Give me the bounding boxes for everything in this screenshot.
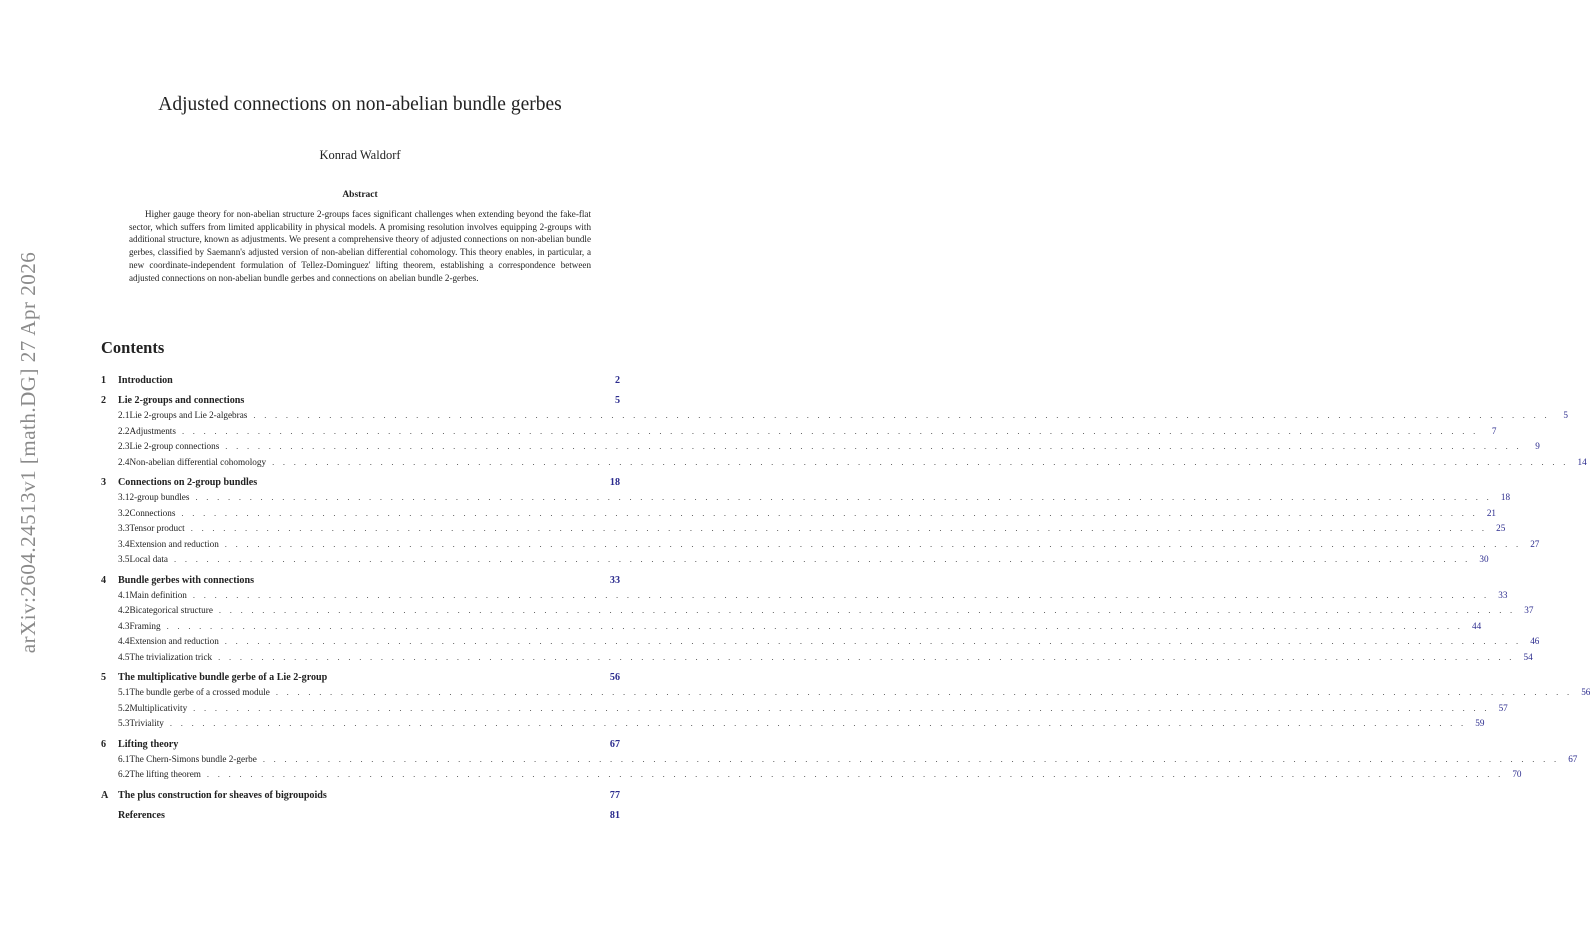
toc-subsection-number: 2.2 — [118, 425, 130, 436]
toc-subsection-number: 4.4 — [118, 636, 130, 647]
toc-subsection-title[interactable]: Bicategorical structure — [129, 605, 213, 616]
toc-subsection-title[interactable]: Extension and reduction — [129, 636, 219, 647]
toc-subsection-page-link[interactable]: 33 — [1498, 589, 1508, 600]
toc-dot-leader: . . . . . . . . . . . . . . . . . . . . . . . . . . . . . . . . . . . . . . . . . . . . . . . . . . . . . . . . . . . . . . . . . . . . . . . . . . . . . . . . . . . . . . . . . . . . . . . . . . . . . . . . . . . . . . . . . . . . . . . . — [192, 589, 1490, 600]
toc-subsection-number: 3.5 — [118, 554, 130, 565]
toc-dot-leader: . . . . . . . . . . . . . . . . . . . . . . . . . . . . . . . . . . . . . . . . . . . . . . . . . . . . . . . . . . . . . . . . . . . . . . . . . . . . . . . . . . . . . . . . . . . . . . . . . . . . . . . . . . . . . . . . . . . . . . . . — [181, 425, 1479, 436]
toc-subsection-number: 3.1 — [118, 492, 130, 503]
toc-section-title[interactable]: Connections on 2-group bundles — [118, 476, 258, 488]
toc-subsection-entry[interactable] — [101, 650, 1533, 666]
toc-subsection-entry[interactable] — [101, 490, 1511, 506]
toc-subsection-number: 2.1 — [118, 410, 130, 421]
toc-subsection-entry[interactable] — [101, 521, 1506, 537]
toc-dot-leader: . . . . . . . . . . . . . . . . . . . . . . . . . . . . . . . . . . . . . . . . . . . . . . . . . . . . . . . . . . . . . . . . . . . . . . . . . . . . . . . . . . . . . . . . . . . . . . . . . . . . . . . . . . . . . . . . . . . . . . . . — [181, 507, 1478, 518]
toc-dot-leader: . . . . . . . . . . . . . . . . . . . . . . . . . . . . . . . . . . . . . . . . . . . . . . . . . . . . . . . . . . . . . . . . . . . . . . . . . . . . . . . . . . . . . . . . . . . . . . . . . . . . . . . . . . . . . . . . . . . . . . . . — [225, 441, 1522, 452]
toc-section-title[interactable]: Lie 2-groups and connections — [118, 394, 245, 406]
toc-subsection-number: 4.1 — [118, 589, 130, 600]
toc-dot-leader: . . . . . . . . . . . . . . . . . . . . . . . . . . . . . . . . . . . . . . . . . . . . . . . . . . . . . . . . . . . . . . . . . . . . . . . . . . . . . . . . . . . . . . . . . . . . . . . . . . . . . . . . . . . . . . . . . . . . . . . . — [253, 410, 1550, 421]
toc-dot-leader: . . . . . . . . . . . . . . . . . . . . . . . . . . . . . . . . . . . . . . . . . . . . . . . . . . . . . . . . . . . . . . . . . . . . . . . . . . . . . . . . . . . . . . . . . . . . . . . . . . . . . . . . . . . . . . . . . . . . . . . . — [193, 702, 1490, 713]
toc-subsection-title[interactable]: Local data — [129, 554, 168, 565]
abstract-text: Higher gauge theory for non-abelian structure 2-groups faces significant challenges when extending beyond the fake-flat sector, which suffers from limited applicability in physical models. A promising resolution involves equipping 2-groups with additional structure, known as adjustments. We present a comprehensive theory of adjusted connections on non-abelian bundle gerbes, classified by Saemann's adjusted version of non-abelian differential cohomology. This theory enables, in particular, a new coordinate-independent formulation of Tellez-Dominguez' lifting theorem, establishing a correspondence between adjusted connections on non-abelian bundle gerbes and connections on abelian bundle 2-gerbes. — [129, 209, 591, 283]
toc-subsection-title[interactable]: Non-abelian differential cohomology — [129, 456, 267, 467]
paper-author: Konrad Waldorf — [319, 148, 401, 162]
toc-subsection-page-link[interactable]: 27 — [1530, 538, 1540, 549]
toc-section-number: 3 — [101, 476, 107, 488]
toc-subsection-number: 4.2 — [118, 605, 130, 616]
toc-subsection-page-link[interactable]: 56 — [1581, 687, 1590, 698]
toc-section-page-link[interactable]: 56 — [609, 672, 620, 684]
toc-subsection-number: 2.4 — [118, 456, 130, 467]
toc-subsection-entry[interactable] — [101, 685, 1590, 701]
toc-dot-leader: . . . . . . . . . . . . . . . . . . . . . . . . . . . . . . . . . . . . . . . . . . . . . . . . . . . . . . . . . . . . . . . . . . . . . . . . . . . . . . . . . . . . . . . . . . . . . . . . . . . . . . . . . . . . . . . . . . . . . . . . — [272, 456, 1569, 467]
toc-subsection-title[interactable]: Triviality — [129, 718, 164, 729]
toc-subsection-title[interactable]: The Chern-Simons bundle 2-gerbe — [129, 753, 257, 764]
toc-dot-leader: . . . . . . . . . . . . . . . . . . . . . . . . . . . . . . . . . . . . . . . . . . . . . . . . . . . . . . . . . . . . . . . . . . . . . . . . . . . . . . . . . . . . . . . . . . . . . . . . . . . . . . . . . . . . . . . . . . . . . . . . — [169, 718, 1467, 729]
toc-subsection-number: 4.3 — [118, 620, 130, 631]
toc-subsection-entry[interactable] — [101, 588, 1508, 604]
toc-subsection-page-link[interactable]: 7 — [1491, 425, 1497, 436]
toc-subsection-entry[interactable] — [101, 634, 1540, 650]
toc-section-number: 5 — [101, 672, 107, 684]
toc-subsection-page-link[interactable]: 25 — [1496, 523, 1506, 534]
toc-subsection-title[interactable]: Tensor product — [129, 523, 185, 534]
toc-subsection-page-link[interactable]: 21 — [1486, 507, 1496, 518]
toc-subsection-title[interactable]: Framing — [129, 620, 161, 631]
toc-subsection-page-link[interactable]: 59 — [1475, 718, 1485, 729]
toc-dot-leader: . . . . . . . . . . . . . . . . . . . . . . . . . . . . . . . . . . . . . . . . . . . . . . . . . . . . . . . . . . . . . . . . . . . . . . . . . . . . . . . . . . . . . . . . . . . . . . . . . . . . . . . . . . . . . . . . . . . . . . . . — [218, 605, 1516, 616]
toc-subsection-title[interactable]: Lie 2-group connections — [129, 441, 220, 452]
toc-dot-leader: . . . . . . . . . . . . . . . . . . . . . . . . . . . . . . . . . . . . . . . . . . . . . . . . . . . . . . . . . . . . . . . . . . . . . . . . . . . . . . . . . . . . . . . . . . . . . . . . . . . . . . . . . . . . . . . . . . . . . . . . — [190, 523, 1488, 534]
toc-section-title[interactable]: The multiplicative bundle gerbe of a Lie 2-group — [118, 672, 328, 684]
table-of-contents — [101, 373, 1590, 823]
toc-dot-leader: . . . . . . . . . . . . . . . . . . . . . . . . . . . . . . . . . . . . . . . . . . . . . . . . . . . . . . . . . . . . . . . . . . . . . . . . . . . . . . . . . . . . . . . . . . . . . . . . . . . . . . . . . . . . . . . . . . . . . . . . — [224, 538, 1522, 549]
toc-section-entry[interactable] — [101, 670, 620, 685]
toc-section-entry[interactable] — [101, 475, 620, 490]
toc-subsection-entry[interactable] — [101, 603, 1534, 619]
toc-subsection-entry[interactable] — [101, 716, 1485, 732]
toc-subsection-entry[interactable] — [101, 619, 1482, 635]
toc-subsection-title[interactable]: 2-group bundles — [129, 492, 190, 503]
toc-section-number: A — [101, 789, 109, 801]
toc-subsection-page-link[interactable]: 54 — [1523, 651, 1533, 662]
toc-section-page-link[interactable]: 33 — [609, 574, 620, 586]
toc-section-number: 1 — [101, 375, 107, 386]
toc-section-page-link[interactable]: 77 — [609, 789, 620, 801]
toc-section-title[interactable]: Bundle gerbes with connections — [118, 574, 254, 586]
toc-subsection-title[interactable]: Extension and reduction — [129, 538, 219, 549]
toc-subsection-entry[interactable] — [101, 752, 1578, 768]
toc-dot-leader: . . . . . . . . . . . . . . . . . . . . . . . . . . . . . . . . . . . . . . . . . . . . . . . . . . . . . . . . . . . . . . . . . . . . . . . . . . . . . . . . . . . . . . . . . . . . . . . . . . . . . . . . . . . . . . . . . . . . . . . . — [174, 554, 1471, 565]
toc-subsection-title[interactable]: Lie 2-groups and Lie 2-algebras — [129, 410, 248, 421]
toc-section-title[interactable]: Introduction — [118, 375, 173, 386]
toc-subsection-title[interactable]: The trivialization trick — [129, 651, 213, 662]
toc-dot-leader: . . . . . . . . . . . . . . . . . . . . . . . . . . . . . . . . . . . . . . . . . . . . . . . . . . . . . . . . . . . . . . . . . . . . . . . . . . . . . . . . . . . . . . . . . . . . . . . . . . . . . . . . . . . . . . . . . . . . . . . . — [224, 636, 1522, 647]
toc-subsection-page-link[interactable]: 70 — [1512, 769, 1522, 780]
toc-section-number: 2 — [101, 394, 107, 406]
toc-section-entry[interactable] — [101, 573, 620, 588]
toc-subsection-number: 3.4 — [118, 538, 130, 549]
toc-subsection-page-link[interactable]: 57 — [1498, 702, 1508, 713]
toc-subsection-page-link[interactable]: 18 — [1500, 492, 1511, 503]
toc-subsection-entry[interactable] — [101, 537, 1540, 553]
toc-section-number: 6 — [101, 738, 107, 750]
toc-section-entry[interactable] — [101, 737, 620, 752]
toc-subsection-number: 4.5 — [118, 651, 130, 662]
toc-section-page-link[interactable]: 5 — [614, 394, 620, 406]
toc-subsection-title[interactable]: Adjustments — [129, 425, 176, 436]
toc-subsection-page-link[interactable]: 5 — [1563, 410, 1568, 421]
toc-subsection-number: 6.1 — [118, 753, 130, 764]
toc-subsection-number: 6.2 — [118, 769, 130, 780]
arxiv-identifier: arXiv:2604.24513v1 [math.DG] 27 Apr 2026 — [16, 251, 41, 653]
toc-section-page-link[interactable]: 81 — [609, 809, 620, 821]
toc-dot-leader: . . . . . . . . . . . . . . . . . . . . . . . . . . . . . . . . . . . . . . . . . . . . . . . . . . . . . . . . . . . . . . . . . . . . . . . . . . . . . . . . . . . . . . . . . . . . . . . . . . . . . . . . . . . . . . . . . . . . . . . . — [195, 492, 1493, 503]
toc-subsection-entry[interactable] — [101, 455, 1587, 471]
toc-subsection-number: 3.3 — [118, 523, 130, 534]
toc-subsection-page-link[interactable]: 67 — [1568, 753, 1578, 764]
toc-subsection-entry[interactable] — [101, 439, 1540, 455]
toc-subsection-number: 5.2 — [118, 702, 130, 713]
toc-subsection-title[interactable]: The bundle gerbe of a crossed module — [129, 687, 270, 698]
toc-subsection-title[interactable]: Connections — [129, 507, 176, 518]
toc-section-page-link[interactable]: 2 — [614, 375, 620, 386]
toc-subsection-number: 2.3 — [118, 441, 130, 452]
toc-subsection-page-link[interactable]: 14 — [1577, 456, 1587, 467]
toc-subsection-page-link[interactable]: 44 — [1472, 620, 1482, 631]
toc-dot-leader: . . . . . . . . . . . . . . . . . . . . . . . . . . . . . . . . . . . . . . . . . . . . . . . . . . . . . . . . . . . . . . . . . . . . . . . . . . . . . . . . . . . . . . . . . . . . . . . . . . . . . . . . . . . . . . . . . . . . . . . . — [166, 620, 1464, 631]
toc-subsection-entry[interactable] — [101, 552, 1489, 568]
toc-section-title[interactable]: References — [118, 809, 165, 821]
toc-dot-leader: . . . . . . . . . . . . . . . . . . . . . . . . . . . . . . . . . . . . . . . . . . . . . . . . . . . . . . . . . . . . . . . . . . . . . . . . . . . . . . . . . . . . . . . . . . . . . . . . . . . . . . . . . . . . . . . . . . . . . . . . — [262, 753, 1560, 764]
toc-subsection-page-link[interactable]: 30 — [1479, 554, 1489, 565]
contents-heading: Contents — [101, 338, 165, 357]
toc-section-page-link[interactable]: 18 — [609, 476, 620, 488]
toc-subsection-entry[interactable] — [101, 506, 1496, 522]
toc-section-title[interactable]: The plus construction for sheaves of bigroupoids — [118, 789, 327, 801]
toc-section-number: 4 — [101, 574, 107, 586]
toc-subsection-number: 5.1 — [118, 687, 130, 698]
toc-dot-leader: . . . . . . . . . . . . . . . . . . . . . . . . . . . . . . . . . . . . . . . . . . . . . . . . . . . . . . . . . . . . . . . . . . . . . . . . . . . . . . . . . . . . . . . . . . . . . . . . . . . . . . . . . . . . . . . . . . . . . . . . — [275, 687, 1573, 698]
paper-title: Adjusted connections on non-abelian bundle gerbes — [158, 94, 562, 115]
toc-dot-leader: . . . . . . . . . . . . . . . . . . . . . . . . . . . . . . . . . . . . . . . . . . . . . . . . . . . . . . . . . . . . . . . . . . . . . . . . . . . . . . . . . . . . . . . . . . . . . . . . . . . . . . . . . . . . . . . . . . . . . . . . — [206, 769, 1504, 780]
toc-section-entry[interactable] — [101, 808, 620, 823]
toc-subsection-page-link[interactable]: 9 — [1535, 441, 1540, 452]
toc-subsection-number: 5.3 — [118, 718, 130, 729]
toc-subsection-number: 3.2 — [118, 507, 130, 518]
toc-subsection-page-link[interactable]: 46 — [1530, 636, 1540, 647]
toc-subsection-title[interactable]: The lifting theorem — [129, 769, 201, 780]
toc-section-page-link[interactable]: 67 — [609, 738, 620, 750]
toc-dot-leader: . . . . . . . . . . . . . . . . . . . . . . . . . . . . . . . . . . . . . . . . . . . . . . . . . . . . . . . . . . . . . . . . . . . . . . . . . . . . . . . . . . . . . . . . . . . . . . . . . . . . . . . . . . . . . . . . . . . . . . . . — [218, 651, 1515, 662]
toc-section-entry[interactable] — [101, 393, 620, 408]
toc-subsection-entry[interactable] — [101, 424, 1497, 440]
toc-subsection-entry[interactable] — [101, 767, 1522, 783]
toc-subsection-entry[interactable] — [101, 408, 1568, 424]
toc-subsection-entry[interactable] — [101, 701, 1508, 717]
toc-subsection-title[interactable]: Multiplicativity — [129, 702, 188, 713]
abstract-heading: Abstract — [342, 190, 378, 200]
toc-section-title[interactable]: Lifting theory — [118, 738, 179, 750]
toc-section-entry[interactable] — [101, 373, 620, 388]
toc-section-entry[interactable] — [101, 788, 620, 803]
toc-subsection-title[interactable]: Main definition — [129, 589, 187, 600]
toc-subsection-page-link[interactable]: 37 — [1524, 605, 1534, 616]
